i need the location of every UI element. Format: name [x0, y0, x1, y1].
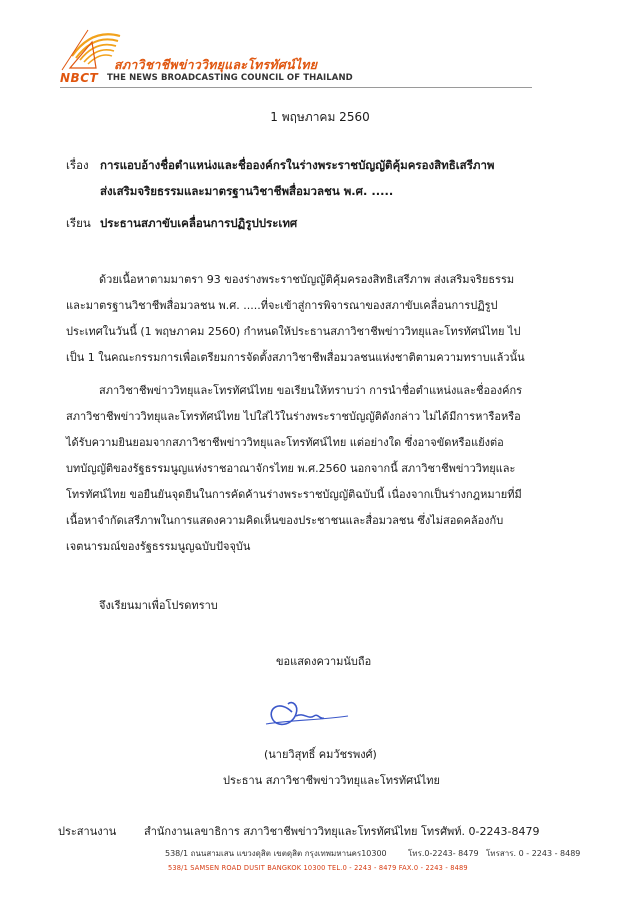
- body-line: เจตนารมณ์ของรัฐธรรมนูญฉบับปัจจุบัน: [66, 540, 251, 553]
- fax-thai: โทรสาร. 0 - 2243 - 8489: [486, 849, 581, 858]
- signer-name: (นายวิสุทธิ์ คมวัชรพงศ์): [264, 748, 377, 761]
- body-line: บทบัญญัติของรัฐธรรมนูญแห่งราชอาณาจักรไทย พ.ศ.2560 นอกจากนี้ สภาวิชาชีพข่าววิทยุและ: [66, 462, 516, 475]
- org-name-thai: สภาวิชาชีพข่าววิทยุและโทรทัศน์ไทย: [114, 57, 318, 72]
- body-line: เป็น 1 ในคณะกรรมการเพื่อเตรียมการจัดตั้งสภาวิชาชีพสื่อมวลชนแห่งชาติตามความทราบแล้วนั้น: [66, 351, 525, 364]
- address-english: 538/1 SAMSEN ROAD DUSIT BANGKOK 10300 TEL.0 - 2243 - 8479 FAX.0 - 2243 - 8489: [168, 864, 468, 872]
- signer-title: ประธาน สภาวิชาชีพข่าววิทยุและโทรทัศน์ไทย: [223, 774, 440, 787]
- subject-line-2: ส่งเสริมจริยธรรมและมาตรฐานวิชาชีพสื่อมวลชน พ.ศ. .....: [100, 184, 394, 198]
- header-divider: [60, 87, 532, 88]
- telephone-thai: โทร.0-2243- 8479: [408, 849, 479, 858]
- recipient-name: ประธานสภาขับเคลื่อนการปฏิรูปประเทศ: [100, 216, 298, 230]
- body-line: สภาวิชาชีพข่าววิทยุและโทรทัศน์ไทย ขอเรียนให้ทราบว่า การนำชื่อตำแหน่งและชื่อองค์กร: [99, 384, 523, 397]
- body-line: สภาวิชาชีพข่าววิทยุและโทรทัศน์ไทย ไปใส่ไว้ในร่างพระราชบัญญัติดังกล่าว ไม่ได้มีการหารือหรือ: [66, 410, 521, 423]
- address-thai: 538/1 ถนนสามเสน แขวงดุสิต เขตดุสิต กรุงเทพมหานคร10300: [165, 849, 387, 858]
- body-line: เนื้อหาจำกัดเสรีภาพในการแสดงความคิดเห็นของประชาชนและสื่อมวลชน ซึ่งไม่สอดคล้องกับ: [66, 514, 504, 527]
- body-line: ได้รับความยินยอมจากสภาวิชาชีพข่าววิทยุและโทรทัศน์ไทย แต่อย่างใด ซึ่งอาจขัดหรือแย้งต่อ: [66, 436, 504, 449]
- org-abbreviation: NBCT: [60, 71, 99, 85]
- recipient-label: เรียน: [66, 216, 91, 230]
- coordination-label: ประสานงาน: [58, 825, 117, 838]
- secretariat-office: สำนักงานเลขาธิการ สภาวิชาชีพข่าววิทยุและโทรทัศน์ไทย โทรศัพท์. 0-2243-8479: [144, 825, 540, 838]
- body-line: โทรทัศน์ไทย ขอยืนยันจุดยืนในการคัดค้านร่างพระราชบัญญัติฉบับนี้ เนื่องจากเป็นร่างกฎหมายที่มี: [66, 488, 522, 501]
- body-line: ประเทศในวันนี้ (1 พฤษภาคม 2560) กำหนดให้ประธานสภาวิชาชีพข่าววิทยุและโทรทัศน์ไทย ไป: [66, 325, 521, 338]
- body-line: และมาตรฐานวิชาชีพสื่อมวลชน พ.ศ. .....ที่จะเข้าสู่การพิจารณาของสภาขับเคลื่อนการปฏิรูป: [66, 299, 498, 312]
- closing-line: จึงเรียนมาเพื่อโปรดทราบ: [99, 599, 218, 612]
- subject-line-1: การแอบอ้างชื่อตำแหน่งและชื่อองค์กรในร่างพระราชบัญญัติคุ้มครองสิทธิเสรีภาพ: [100, 158, 495, 172]
- signature-icon: [262, 690, 352, 736]
- letter-date: 1 พฤษภาคม 2560: [270, 110, 370, 124]
- org-name-english: THE NEWS BROADCASTING COUNCIL OF THAILAND: [107, 73, 353, 83]
- sign-off: ขอแสดงความนับถือ: [276, 655, 372, 668]
- body-line: ด้วยเนื้อหาตามมาตรา 93 ของร่างพระราชบัญญัติคุ้มครองสิทธิเสรีภาพ ส่งเสริมจริยธรรม: [99, 273, 515, 286]
- subject-label: เรื่อง: [66, 158, 89, 172]
